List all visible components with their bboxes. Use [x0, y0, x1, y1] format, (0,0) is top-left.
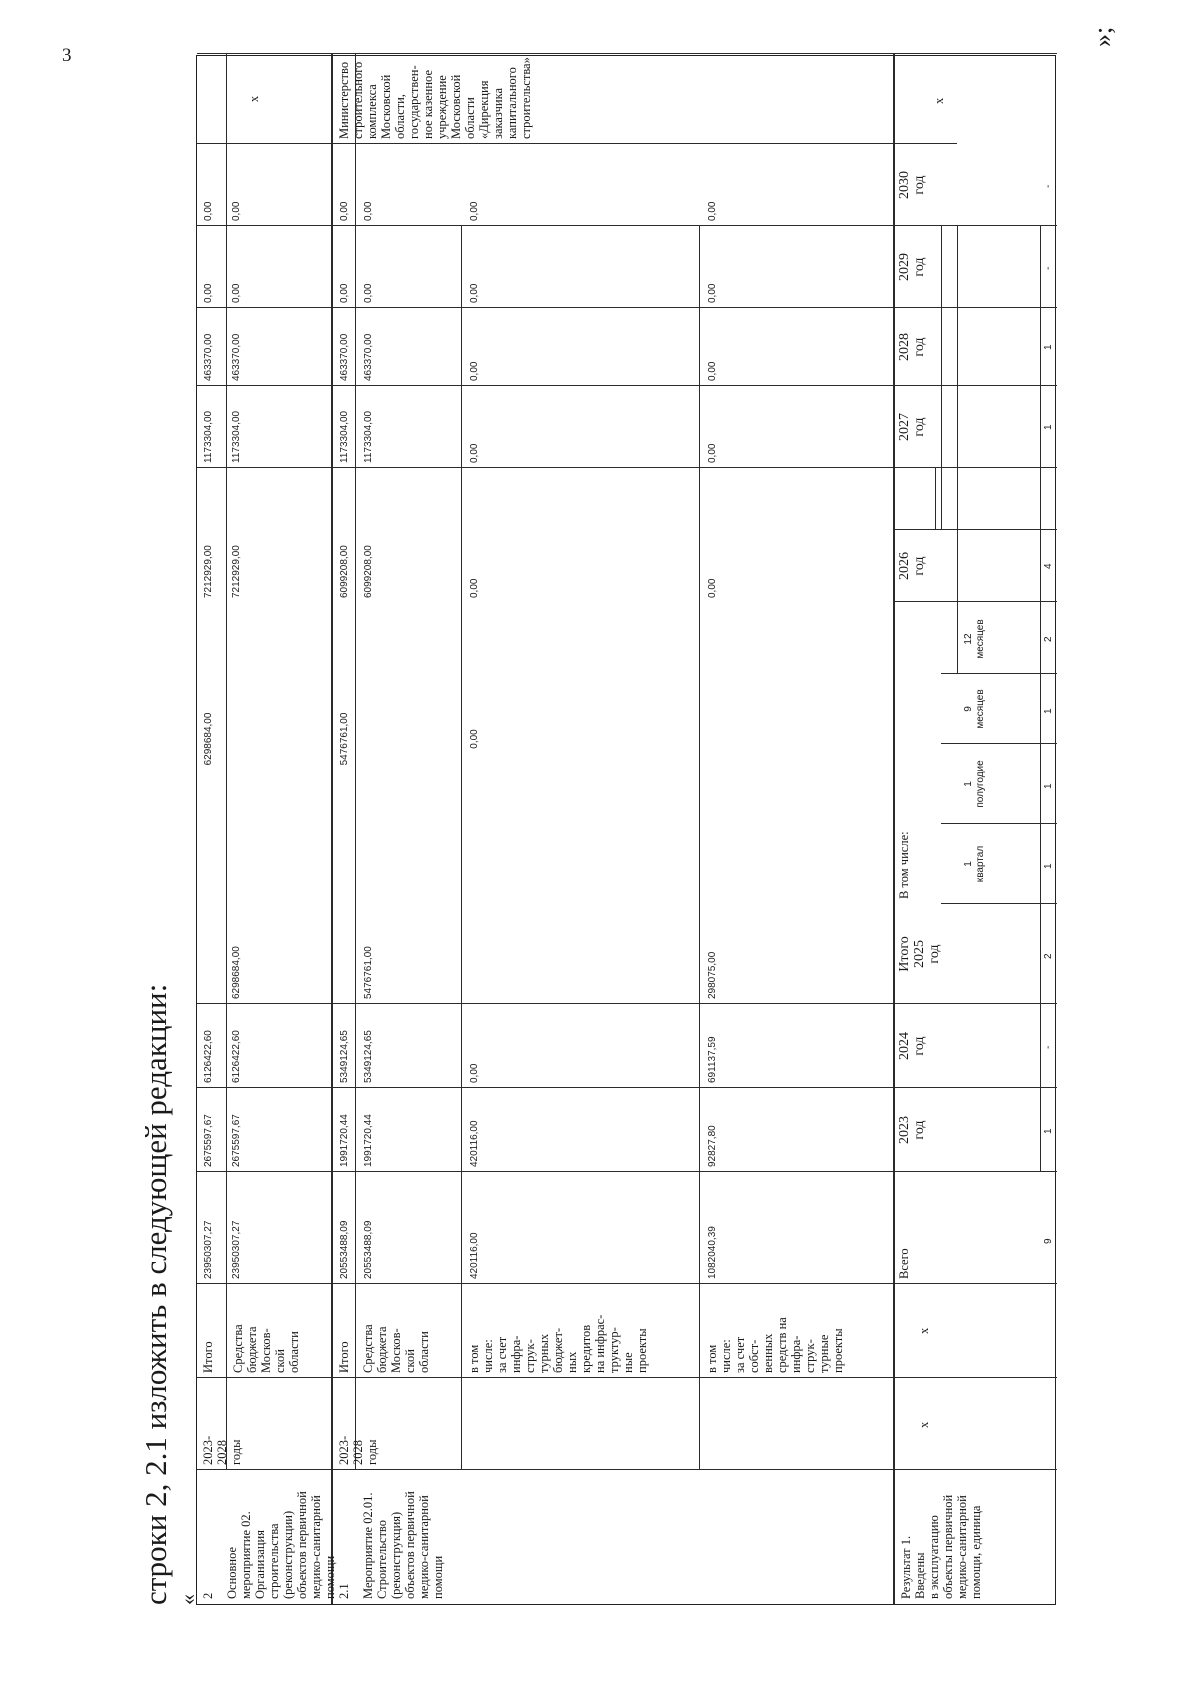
row21-budget-2027: 1173304,00	[363, 410, 374, 463]
row2-total-2023: 2675597,67	[203, 1114, 214, 1167]
row2-budget-2028: 463370,00	[231, 333, 242, 381]
heading: строки 2, 2.1 изложить в следующей редакции:	[138, 983, 173, 1605]
result-2030-label: 2030 год	[897, 171, 927, 199]
row21-budget-2026: 6099208,00	[363, 545, 374, 598]
row2-name: Основное мероприятие 02. Организация строительства (реконструкции) объектов первичной медико-санитарной помощи	[225, 1491, 337, 1599]
row21-budget-2028: 463370,00	[363, 333, 374, 381]
row21-credit-2029: 0,00	[469, 283, 480, 303]
row21-own-2023: 92827,80	[707, 1125, 718, 1167]
row21-budget-2030: 0,00	[363, 201, 374, 221]
result-2024-label: 2024 год	[897, 1032, 927, 1060]
row21-own-2024: 691137,59	[707, 1036, 718, 1083]
result-period: х	[917, 1421, 931, 1428]
row21-own-2025: 298075,00	[707, 951, 718, 999]
row21-credit-2025: 0,00	[469, 729, 480, 749]
result-q1-label: 1 квартал	[963, 845, 986, 883]
result-2027-value: 1	[1043, 424, 1054, 430]
row21-credit-2028: 0,00	[469, 361, 480, 381]
row2-budget-2027: 1173304,00	[231, 410, 242, 463]
row2-budget-sum: 23950307,27	[231, 1220, 242, 1279]
row21-credit-2027: 0,00	[469, 443, 480, 463]
row2-total-2027: 1173304,00	[203, 410, 214, 463]
row2-sub-0-label: Итого	[201, 1341, 215, 1373]
row21-sub-3-label: в том числе: за счет собст- венных средств на инфра- струк- турные проекты	[705, 1317, 845, 1373]
row21-own-2026: 0,00	[707, 578, 718, 598]
row2-total-2028: 463370,00	[203, 333, 214, 381]
row2-total-2029: 0,00	[203, 283, 214, 303]
result-2026-value: 4	[1043, 563, 1054, 569]
row21-total-2024: 5349124,65	[339, 1030, 350, 1083]
result-responsible: х	[932, 97, 946, 104]
row21-budget-2023: 1991720,44	[363, 1114, 374, 1167]
row21-sub-2-label: в том числе: за счет инфра- струк- турных бюджет- ных кредитов на инфрас- труктур- ные проекты	[467, 1314, 649, 1373]
result-h1-label: 1 полугодие	[963, 760, 986, 808]
row21-credit-2023: 420116,00	[469, 1120, 480, 1167]
row2-sub-1-label: Средства бюджета Москов- ской области	[231, 1324, 301, 1373]
row21-period: 2023- 2028 годы	[337, 1435, 379, 1465]
result-m12-value: 2	[1043, 636, 1054, 642]
row2-total-2026: 7212929,00	[203, 545, 214, 598]
result-itogo2025-label: Итого 2025 год	[897, 936, 942, 972]
budget-table	[196, 55, 1056, 1605]
row21-responsible: Министерство строительного комплекса Московской области, государствен- ное казенное учреждение Московской области «Дирекция заказчика капитального строительства»	[337, 57, 533, 139]
row21-own-2029: 0,00	[707, 283, 718, 303]
result-2024-value: -	[1043, 1045, 1054, 1049]
row21-total-2030: 0,00	[339, 201, 350, 221]
row2-budget-2024: 6126422,60	[231, 1030, 242, 1083]
row2-num: 2	[201, 1592, 215, 1599]
row21-total-sum: 20553488,09	[339, 1220, 350, 1279]
row21-total-2027: 1173304,00	[339, 410, 350, 463]
row21-budget-2024: 5349124,65	[363, 1030, 374, 1083]
result-m9-label: 9 месяцев	[963, 689, 986, 729]
row2-budget-2026: 7212929,00	[231, 545, 242, 598]
result-m9-value: 1	[1043, 708, 1054, 714]
row2-total-2025: 6298684,00	[203, 712, 214, 766]
row21-total-2025: 5476761,00	[339, 712, 350, 766]
row21-total-2026: 6099208,00	[339, 545, 350, 598]
result-name: Результат 1. Введены в эксплуатацию объекты первичной медико-санитарной помощи, единица	[899, 1494, 983, 1599]
row21-own-2027: 0,00	[707, 443, 718, 463]
row21-budget-2025: 5476761,00	[363, 946, 374, 999]
result-2028-label: 2028 год	[897, 333, 927, 361]
result-2027-label: 2027 год	[897, 413, 927, 441]
result-2023-label: 2023 год	[897, 1116, 927, 1144]
result-h1-value: 1	[1043, 783, 1054, 789]
row2-total-sum: 23950307,27	[203, 1220, 214, 1279]
row2-budget-2025: 6298684,00	[231, 946, 242, 999]
result-itogo2025-value: 2	[1043, 953, 1054, 959]
result-total-value: 9	[1043, 1238, 1054, 1244]
row21-total-2029: 0,00	[339, 283, 350, 303]
row21-sub-0-label: Итого	[337, 1341, 351, 1373]
open-quote: «	[175, 1594, 200, 1605]
result-m12-label: 12 месяцев	[963, 619, 986, 659]
result-including-label: В том числе:	[897, 831, 911, 899]
result-2029-label: 2029 год	[897, 253, 927, 281]
row21-budget-sum: 20553488,09	[363, 1220, 374, 1279]
row21-own-sum: 1082040,39	[707, 1226, 718, 1279]
row21-num: 2.1	[337, 1583, 351, 1599]
row21-credit-2024: 0,00	[469, 1063, 480, 1083]
row2-total-2030: 0,00	[203, 201, 214, 221]
row21-own-2028: 0,00	[707, 361, 718, 381]
row21-credit-2026: 0,00	[469, 578, 480, 598]
result-2030-value: -	[1043, 184, 1054, 188]
row21-credit-2030: 0,00	[469, 201, 480, 221]
row21-total-2023: 1991720,44	[339, 1114, 350, 1167]
row2-responsible: х	[247, 95, 261, 103]
row21-name: Мероприятие 02.01. Строительство (реконструкция) объектов первичной медико-санитарной помощи	[361, 1491, 445, 1599]
page-number: 3	[62, 45, 72, 66]
row21-total-2028: 463370,00	[339, 333, 350, 381]
result-total-label: Всего	[897, 1248, 911, 1279]
row2-budget-2030: 0,00	[231, 201, 242, 221]
row2-period: 2023- 2028 годы	[201, 1435, 243, 1465]
result-2029-value: -	[1043, 266, 1054, 270]
row21-budget-2029: 0,00	[363, 283, 374, 303]
row2-budget-2029: 0,00	[231, 283, 242, 303]
result-source: х	[917, 1327, 931, 1334]
result-q1-value: 1	[1043, 863, 1054, 869]
row21-sub-1-label: Средства бюджета Москов- ской области	[361, 1324, 431, 1373]
result-2028-value: 1	[1043, 344, 1054, 350]
result-2023-value: 1	[1043, 1128, 1054, 1134]
result-2026-label: 2026 год	[897, 552, 927, 580]
row2-budget-2023: 2675597,67	[231, 1114, 242, 1167]
row2-total-2024: 6126422,60	[203, 1030, 214, 1083]
row21-own-2030: 0,00	[707, 201, 718, 221]
close-quote: »;	[1088, 26, 1117, 47]
row21-credit-sum: 420116,00	[469, 1232, 480, 1279]
